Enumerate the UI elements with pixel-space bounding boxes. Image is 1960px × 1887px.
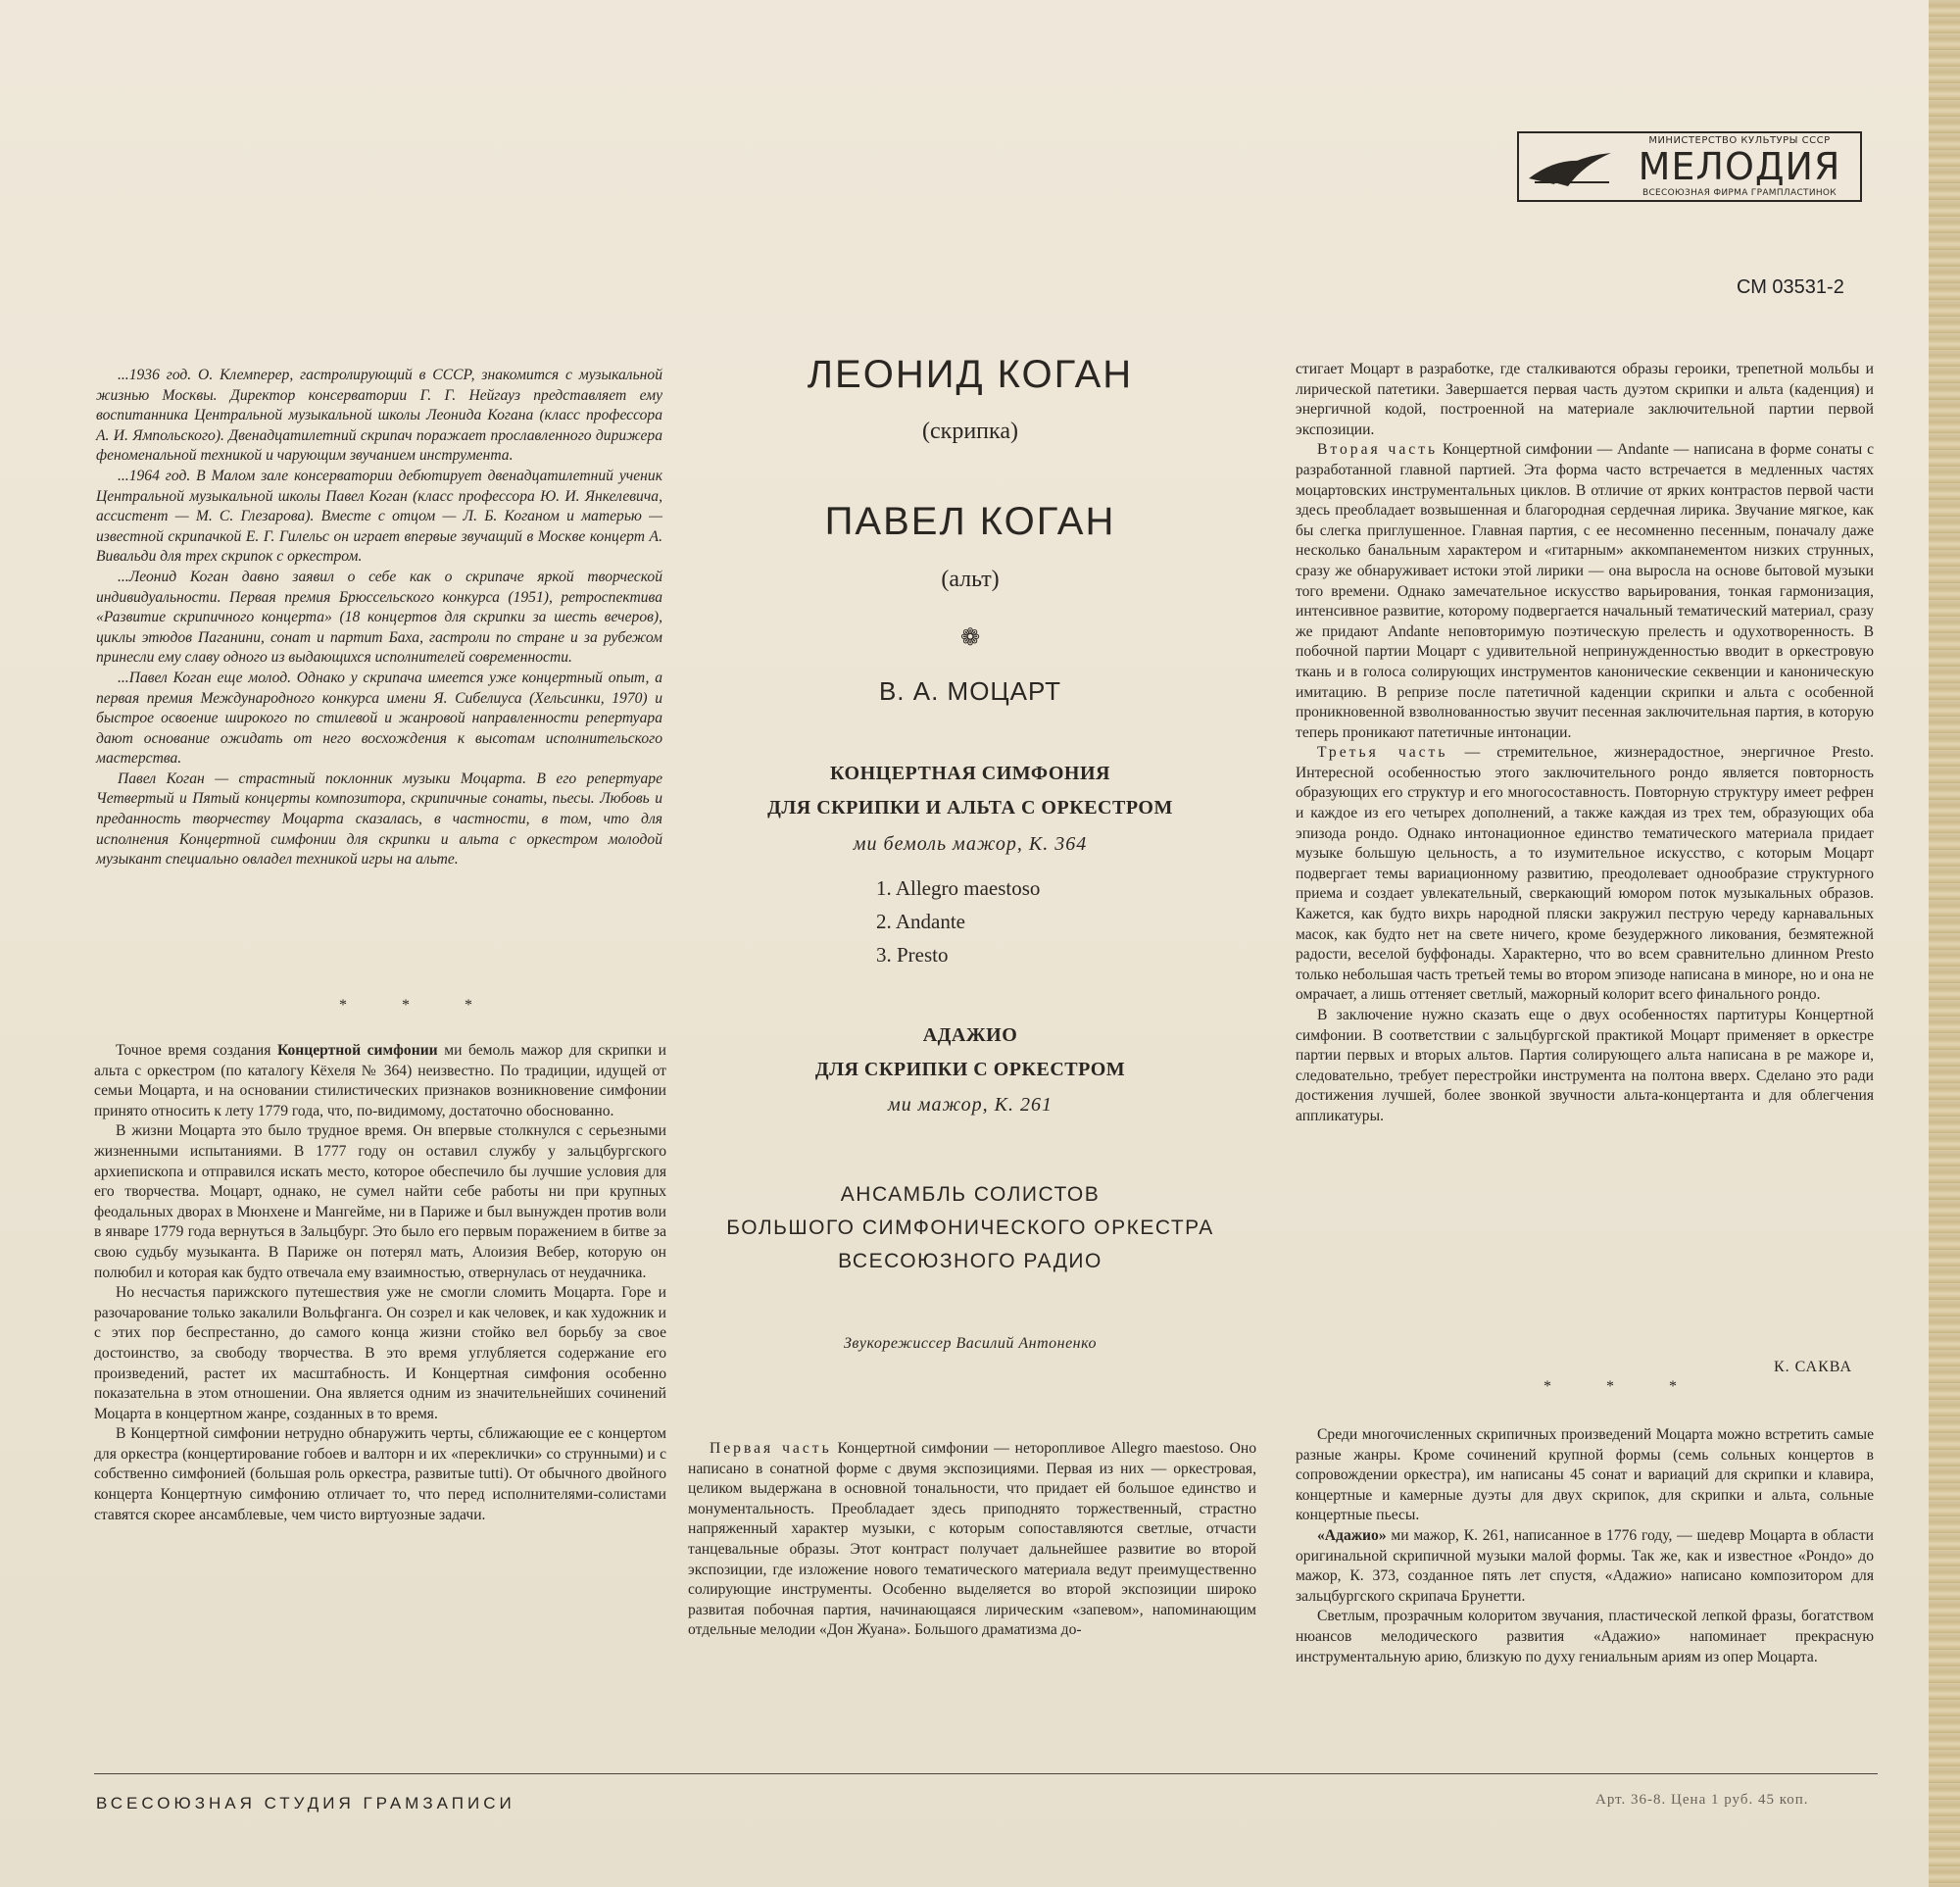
- notes-paragraph: стигает Моцарт в разработке, где сталкиваются образы героики, трепетной мольбы и лирической патетики. Завершается первая часть дуэтом скрипки и альта (каденция) и энергичной кодой, построенной на материале заключительной партии первой экспозиции.: [1296, 361, 1874, 438]
- notes-right-column: [1296, 360, 1874, 1127]
- notes-middle-column: [688, 1439, 1256, 1641]
- movement-item: 1. Allegro maestoso: [876, 876, 1041, 900]
- notes-paragraph: Среди многочисленных скрипичных произведений Моцарта можно встретить самые разные жанры. Кроме сочинений крупной формы (семь сольных концертов в сопровождении оркестра), им написаны 45 сонат и вариаций для скрипки и клавира, концертные и камерные дуэты для двух скрипок, для скрипки и альта, сольные концертные пьесы.: [1296, 1426, 1874, 1524]
- sleeve-edge: [1929, 0, 1960, 1887]
- melodiya-logo: [1517, 131, 1862, 202]
- intro-text: [96, 366, 662, 870]
- notes-paragraph: В Концертной симфонии нетрудно обнаружить черты, сближающие ее с концертом для оркестра (концертирование гобоев и валторн и их «переклички» со струнными) и с собственно симфонией (большая роль оркестра, развитые tutti). От обычного двойного концерта Концертную симфонию отличает то, что перед исполнителями-солистами ставятся скорее ансамблевые, чем чисто виртуозные задачи.: [94, 1425, 666, 1523]
- author-signature: К. САКВА: [1774, 1359, 1852, 1375]
- notes-left-column: [94, 1041, 666, 1525]
- notes-paragraph: В жизни Моцарта это было трудное время. Он впервые столкнулся с серьезными жизненными испытаниями. В 1777 году он оставил службу у зальцбургского архиепископа и отправился искать место, которое обеспечило бы лучшие условия для его творчества. Моцарт, однако, не сумел найти себе работы ни при крупных феодальных дворах в Мюнхене и Мангейме, ни в Париже и был вынужден против воли в январе 1779 года вернуться в Зальцбург. Это было его первым поражением в битве за свою судьбу музыканта. В Париже он потерял мать, Алоизия Вебер, которую он полюбил и которая как будто отвечала ему взаимностью, отвернулась от неудачника.: [94, 1122, 666, 1281]
- ensemble-line: ВСЕСОЮЗНОГО РАДИО: [838, 1250, 1102, 1272]
- notes-paragraph: Точное время создания Концертной симфонии ми бемоль мажор для скрипки и альта с оркестром (по каталогу Кёхеля № 364) неизвестно. По традиции, идущей от семьи Моцарта, и на основании стилистических признаков возникновение симфонии принято относить к лету 1779 года, что, по-видимому, достаточно обоснованно.: [94, 1042, 666, 1119]
- movement-item: 3. Presto: [876, 943, 949, 967]
- label-name: МЕЛОДИЯ: [1638, 145, 1841, 188]
- intro-paragraph: ...1936 год. О. Клемперер, гастролирующий в СССР, знакомится с музыкальной жизнью Москвы. Директор консерватории Г. Г. Нейгауз представляет ему воспитанника Центральной музыкальной школы Леонида Когана (класс профессора А. И. Ямпольского). Двенадцатилетний скрипач поражает прославленного дирижера феноменальной техникой и чарующим звучанием инструмента.: [96, 367, 662, 465]
- ensemble-line: БОЛЬШОГО СИМФОНИЧЕСКОГО ОРКЕСТРА: [726, 1217, 1214, 1239]
- notes-paragraph: Но несчастья парижского путешествия уже не смогли сломить Моцарта. Горе и разочарование только закалили Вольфганга. Он созрел и как человек, и как художник и с этих пор беспрестанно, до самого конца жизни стойко вел борьбу за свое достоинство, за свободу творчества. В это время углубляется содержание его произведений, растет их масштабность. И Концертная симфония особенно показательна в этом отношении. Она является одним из значительнейших сочинений Моцарта в концертном жанре, созданных в то время.: [94, 1284, 666, 1422]
- sound-engineer: Звукорежиссер Василий Антоненко: [844, 1335, 1097, 1352]
- studio-name: ВСЕСОЮЗНАЯ СТУДИЯ ГРАМЗАПИСИ: [96, 1794, 515, 1813]
- melodiya-emblem-icon: [1525, 139, 1615, 194]
- work-1-subtitle: ДЛЯ СКРИПКИ И АЛЬТА С ОРКЕСТРОМ: [767, 797, 1173, 819]
- intro-paragraph: ...1964 год. В Малом зале консерватории дебютирует двенадцатилетний ученик Центральной музыкальной школы Павел Коган (класс профессора Ю. И. Янкелевича, ассистент — М. С. Глезарова). Вместе с отцом — Л. Б. Коганом и матерью — известной скрипачкой Е. Г. Гилельс он играет впервые звучащий в Москве концерт А. Вивальди для трех скрипок с оркестром.: [96, 467, 662, 566]
- section-divider: * * *: [1544, 1378, 1702, 1395]
- movement-item: 2. Andante: [876, 910, 965, 933]
- price-info: Арт. 36-8. Цена 1 руб. 45 коп.: [1595, 1792, 1809, 1808]
- work-2-key: ми мажор, К. 261: [888, 1094, 1053, 1116]
- footer-divider: [94, 1773, 1878, 1774]
- notes-adagio-section: [1296, 1425, 1874, 1667]
- composer: В. А. МОЦАРТ: [878, 676, 1062, 706]
- performer-1-instrument: (скрипка): [922, 419, 1018, 444]
- section-divider: * * *: [339, 997, 498, 1014]
- performer-2: ПАВЕЛ КОГАН: [824, 500, 1116, 543]
- label-ministry: МИНИСТЕРСТВО КУЛЬТУРЫ СССР: [1648, 135, 1831, 146]
- label-subtitle: ВСЕСОЮЗНАЯ ФИРМА ГРАМПЛАСТИНОК: [1642, 188, 1837, 198]
- intro-paragraph: Павел Коган — страстный поклонник музыки Моцарта. В его репертуаре Четвертый и Пятый концерты композитора, скрипичные сонаты, пьесы. Любовь и преданность творчеству Моцарта сказалась, в частности, в том, что для исполнения Концертной симфонии для скрипки и альта с оркестром молодой музыкант специально овладел техникой игры на альте.: [96, 770, 662, 869]
- notes-paragraph: Первая часть Концертной симфонии — неторопливое Allegro maestoso. Оно написано в сонатной форме с двумя экспозициями. Первая из них — оркестровая, целиком выдержана в основной тональности, что придает ей большое единство и монументальность. Преобладает здесь приподнято торжественный, страстно напряженный характер музыки, с которым сопоставляются светлые, отчасти танцевальные образы. Этот контраст получает дальнейшее развитие во второй экспозиции, где изложение нового тематического материала ведут преимущественно солирующие инструменты. Особенно выделяется во второй экспозиции широко развитая побочная партия, начинающаяся лирическим «запевом», напоминающим отдельные мелодии «Дон Жуана». Большого драматизма до-: [688, 1440, 1256, 1639]
- catalog-number: СМ 03531-2: [1737, 276, 1844, 298]
- performer-2-instrument: (альт): [941, 567, 1000, 592]
- work-2-subtitle: ДЛЯ СКРИПКИ С ОРКЕСТРОМ: [814, 1059, 1126, 1080]
- intro-paragraph: ...Павел Коган еще молод. Однако у скрипача имеется уже концертный опыт, а первая премия Международного конкурса имени Я. Сибелиуса (Хельсинки, 1970) и быстрое освоение широкого по стилевой и жанровой направленности репертуара дают основание ожидать от него восхождения к высотам исполнительского мастерства.: [96, 669, 662, 768]
- notes-paragraph: В заключение нужно сказать еще о двух особенностях партитуры Концертной симфонии. В соответствии с зальцбургской практикой Моцарт применяет в оркестре партии первых и вторых альтов. Партия солирующего альта написана в ре мажоре и, следовательно, требует перестройки инструмента на полтона вверх. Сделано это ради достижения лучшей, более звонкой звучности альта-концертанта и для облегчения аппликатуры.: [1296, 1007, 1874, 1124]
- ornament-icon: ❁: [959, 625, 981, 651]
- work-2-title: АДАЖИО: [922, 1024, 1018, 1046]
- ensemble-line: АНСАМБЛЬ СОЛИСТОВ: [840, 1183, 1101, 1206]
- notes-paragraph: Вторая часть Концертной симфонии — Andante — написана в форме сонаты с разработанной главной партией. Эта форма часто встречается в медленных частях моцартовских инструментальных циклов. В отличие от ярких контрастов первой части здесь преобладает возвышенная и благородная сердечная лирика. Звучание мягкое, как бы слегка приглушенное. Главная партия, с ее несомненно песенным, поначалу даже несколько банальным характером и «гитарным» аккомпанементом низких струнных, сразу же обнаруживает истоки этой лирики — она выросла на основе бытовой музыки того времени. Однако замечательное искусство варьирования, тонкая гармонизация, интенсивное развитие, которому подвергается начальный тематический материал, сразу же придают Andante неповторимую поэтическую прелесть и одухотворенность. В побочной партии Моцарт с удивительной непринужденностью вводит в оркестровую ткань и в голоса солирующих инструментов канонические секвенции и каноническую имитацию. В репризе после патетичной каденции скрипки и альта с особенной проникновенной взволнованностью звучит песенная заключительная партия, в которую теперь проникают патетичные интонации.: [1296, 441, 1874, 741]
- work-1-title: КОНЦЕРТНАЯ СИМФОНИЯ: [830, 763, 1110, 784]
- work-1-key: ми бемоль мажор, К. 364: [853, 833, 1088, 855]
- performer-1: ЛЕОНИД КОГАН: [807, 353, 1134, 396]
- notes-paragraph: Третья часть — стремительное, жизнерадостное, энергичное Presto. Интересной особенностью этого заключительного рондо является повторность образующих его структур и его многосоставность. Повторную структуру имеет рефрен и каждое из его четырех дополнений, а также каждая из трех тем, образующих оба эпизода рондо. Однако интонационное единство тематического материала придает музыке большую цельность, а то изумительное искусство, с которым Моцарт подвергает темы вариационному развитию, преодолевает однообразие структурного приема и создает увлекательный, сверкающий юмором поток музыкальных образов. Кажется, как будто вихрь народной пляски закружил пеструю череду карнавальных масок, как будто нет на свете ничего, кроме безудержного ликования, безмятежной радости, веселой буффонады. Характерно, что во всем сравнительно длинном Presto только небольшая часть третьей темы во втором эпизоде написана в миноре, но и она не омрачает, а лишь оттеняет светлый, мажорный колорит всего финального рондо.: [1296, 744, 1874, 1004]
- notes-paragraph: «Адажио» ми мажор, К. 261, написанное в 1776 году, — шедевр Моцарта в области оригинальной скрипичной музыки малой формы. Так же, как и известное «Рондо» до мажор, К. 373, созданное пять лет спустя, «Адажио» написано композитором для зальцбургского скрипача Брунетти.: [1296, 1526, 1874, 1605]
- intro-paragraph: ...Леонид Коган давно заявил о себе как о скрипаче яркой творческой индивидуальности. Первая премия Брюссельского конкурса (1951), ретроспектива «Развитие скрипичного концерта» (18 концертов для скрипки за шесть вечеров), циклы этюдов Паганини, сонат и партит Баха, гастроли по стране и за рубежом принесли ему славу одного из выдающихся исполнителей современности.: [96, 568, 662, 667]
- notes-paragraph: Светлым, прозрачным колоритом звучания, пластической лепкой фразы, богатством нюансов мелодического развития «Адажио» напоминает прекрасную инструментальную арию, близкую по духу гениальным ариям из опер Моцарта.: [1296, 1608, 1874, 1665]
